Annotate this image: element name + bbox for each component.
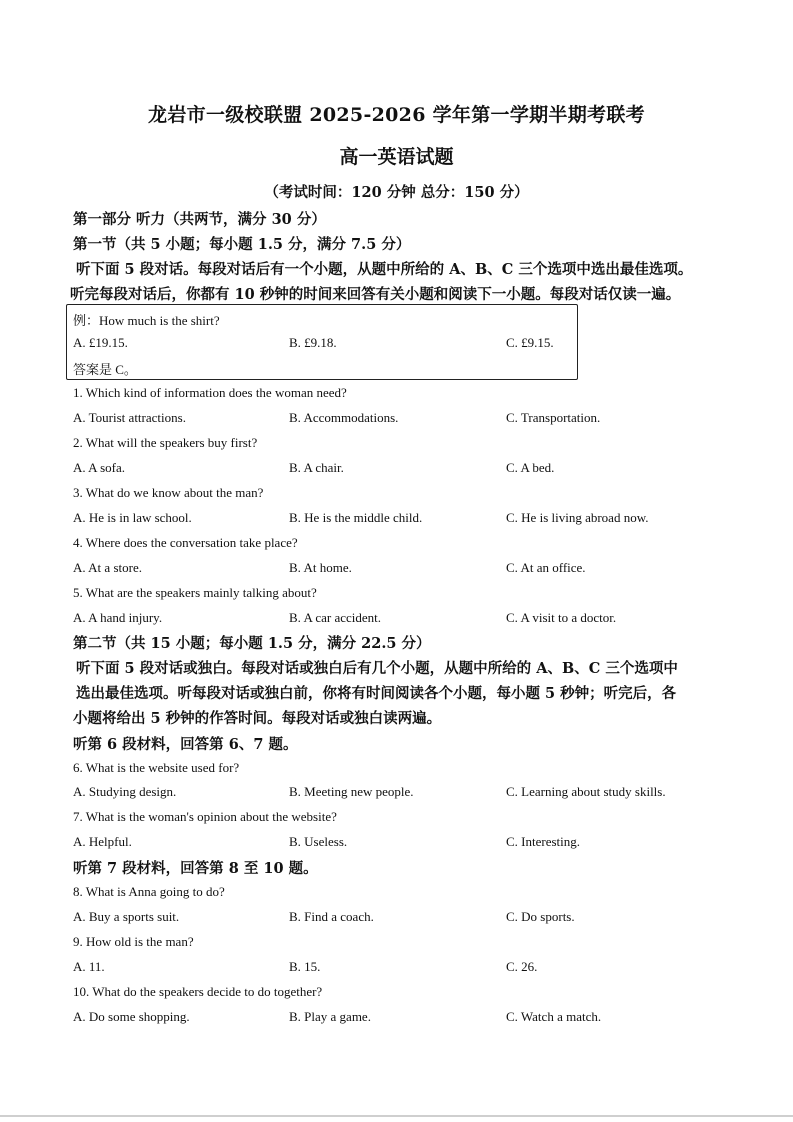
q2-option-a: A. A sofa. [73,460,125,475]
q9-option-b: B. 15. [289,959,321,974]
q6-option-b: B. Meeting new people. [289,784,414,799]
q3-option-b: B. He is the middle child. [289,510,423,525]
exam-meta: （考试时间：120 分钟 总分：150 分） [264,184,529,201]
section2-instruction-2: 选出最佳选项。听每段对话或独白前，你将有时间阅读各个小题，每小题 5 秒钟；听完后，各 [76,685,677,702]
question-6: 6. What is the website used for? [73,760,240,775]
question-7: 7. What is the woman's opinion about the website? [73,809,337,824]
exam-subtitle: 高一英语试题 [339,146,454,168]
section2-heading: 第二节（共 15 小题；每小题 1.5 分，满分 22.5 分） [73,635,431,652]
q4-option-c: C. At an office. [506,560,586,575]
q8-option-a: A. Buy a sports suit. [73,909,180,924]
page-bottom-rule [0,1115,793,1117]
question-5: 5. What are the speakers mainly talking about? [73,585,317,600]
question-3: 3. What do we know about the man? [73,485,264,500]
question-9: 9. How old is the man? [73,934,194,949]
q3-option-c: C. He is living abroad now. [506,510,649,525]
question-2: 2. What will the speakers buy first? [73,435,258,450]
q2-option-c: C. A bed. [506,460,555,475]
example-option-c: C. £9.15. [506,335,554,350]
q5-option-c: C. A visit to a doctor. [506,610,617,625]
q7-option-c: C. Interesting. [506,834,581,849]
question-8: 8. What is Anna going to do? [73,884,225,899]
example-question: 例：How much is the shirt? [73,313,220,328]
q9-option-c: C. 26. [506,959,538,974]
q1-option-c: C. Transportation. [506,410,601,425]
q5-option-a: A. A hand injury. [73,610,163,625]
q2-option-b: B. A chair. [289,460,344,475]
q8-option-c: C. Do sports. [506,909,575,924]
group-6-heading: 听第 6 段材料，回答第 6、7 题。 [73,736,298,753]
q8-option-b: B. Find a coach. [289,909,374,924]
q4-option-b: B. At home. [289,560,352,575]
q4-option-a: A. At a store. [73,560,142,575]
q1-option-b: B. Accommodations. [289,410,399,425]
part1-heading: 第一部分 听力（共两节，满分 30 分） [73,211,326,228]
q10-option-c: C. Watch a match. [506,1009,602,1024]
example-option-a: A. £19.15. [73,335,128,350]
q7-option-b: B. Useless. [289,834,348,849]
q1-option-a: A. Tourist attractions. [73,410,186,425]
q5-option-b: B. A car accident. [289,610,382,625]
question-1: 1. Which kind of information does the woman need? [73,385,347,400]
q9-option-a: A. 11. [73,959,105,974]
section1-instruction-2: 听完每段对话后，你都有 10 秒钟的时间来回答有关小题和阅读下一小题。每段对话仅读一遍。 [70,286,681,303]
exam-title: 龙岩市一级校联盟 2025-2026 学年第一学期半期考联考 [148,104,645,126]
q7-option-a: A. Helpful. [73,834,132,849]
section1-instruction-1: 听下面 5 段对话。每段对话后有一个小题，从题中所给的 A、B、C 三个选项中选出最佳选项。 [76,261,693,278]
q6-option-c: C. Learning about study skills. [506,784,666,799]
section2-instruction-1: 听下面 5 段对话或独白。每段对话或独白后有几个小题，从题中所给的 A、B、C 三个选项中 [76,660,678,677]
group-7-heading: 听第 7 段材料，回答第 8 至 10 题。 [73,860,318,877]
question-10: 10. What do the speakers decide to do together? [73,984,323,999]
section1-heading: 第一节（共 5 小题；每小题 1.5 分，满分 7.5 分） [73,236,411,253]
question-4: 4. Where does the conversation take place? [73,535,298,550]
example-option-b: B. £9.18. [289,335,337,350]
q10-option-a: A. Do some shopping. [73,1009,190,1024]
section2-instruction-3: 小题将给出 5 秒钟的作答时间。每段对话或独白读两遍。 [73,710,442,727]
q10-option-b: B. Play a game. [289,1009,371,1024]
q6-option-a: A. Studying design. [73,784,177,799]
example-answer: 答案是 C。 [73,362,137,377]
q3-option-a: A. He is in law school. [73,510,192,525]
